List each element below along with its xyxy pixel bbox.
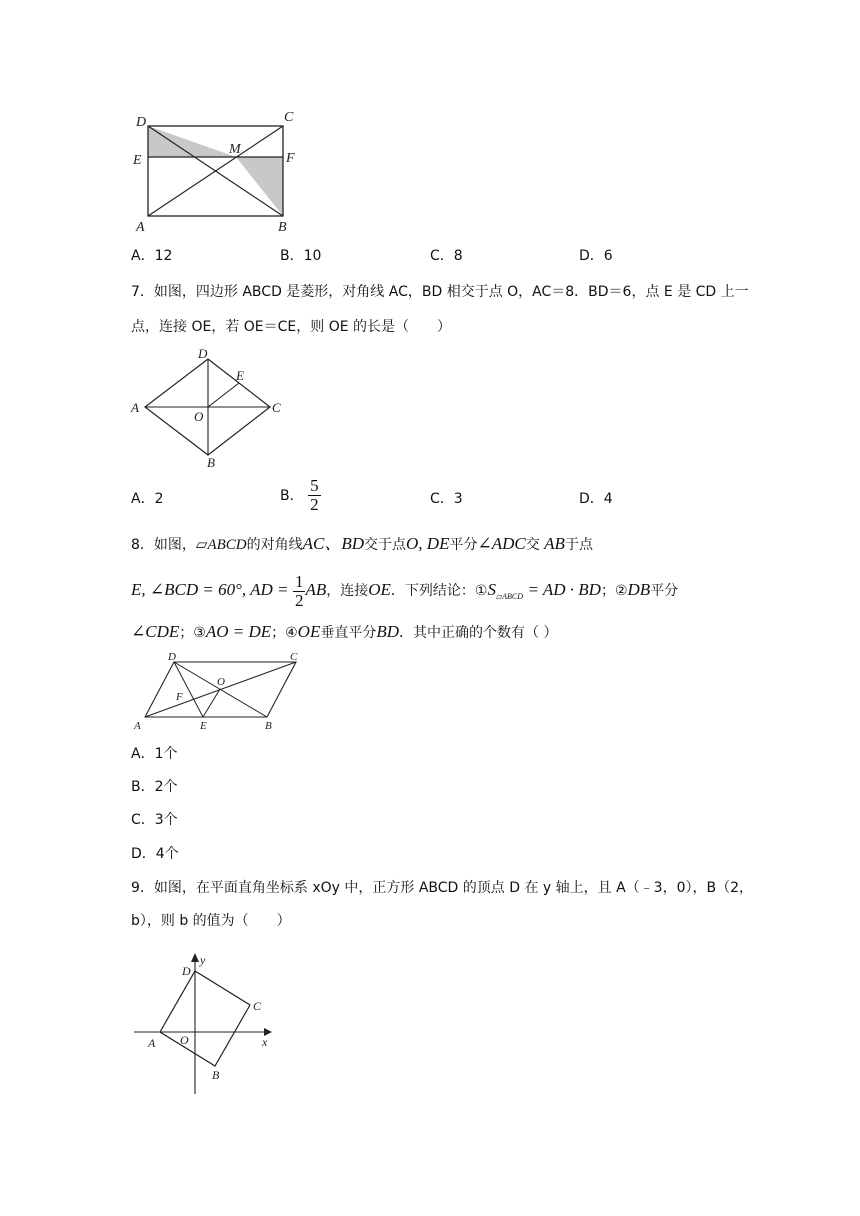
q7-label-o: O (194, 409, 204, 424)
q9-coordinate-square-figure (128, 948, 278, 1098)
q8-label-c: C (290, 651, 298, 663)
q6-option-b: B．10 (280, 248, 322, 264)
q6-label-m: M (229, 142, 241, 157)
q8-l1-a: 8．如图， (131, 537, 196, 553)
q8-l1-e: 交于点 (364, 537, 407, 553)
q7-label-a: A (131, 400, 139, 415)
q6-label-a: A (136, 220, 145, 235)
q8-l2-d: OE (368, 580, 391, 599)
q9-label-a: A (148, 1036, 156, 1050)
q8-l1-c: 的对角线 (246, 537, 303, 553)
q8-label-d: D (168, 651, 176, 663)
q8-l2-sub: ▱ABCD (495, 592, 523, 601)
q7-label-d: D (198, 346, 208, 361)
q8-l2-denominator: 2 (294, 590, 304, 610)
q7-label-b: B (207, 455, 215, 470)
q7-option-c: C．3 (430, 491, 463, 507)
q6-label-d: D (136, 115, 147, 130)
q8-l2-e: ．下列结论：① (390, 583, 488, 599)
q8-label-e: E (200, 720, 207, 732)
q9-label-o: O (180, 1033, 189, 1047)
q7-label-c: C (272, 400, 281, 415)
q7-text-line1: 7．如图，四边形 ABCD 是菱形，对角线 AC，BD 相交于点 O，AC＝8．BD＝6，点 E 是 CD 上一 (131, 284, 749, 300)
q8-option-c: C．3个 (131, 812, 178, 828)
q8-option-d: D．4个 (131, 846, 179, 862)
q8-l2-c: ，连接 (326, 583, 369, 599)
q8-l2-b: AB (305, 580, 327, 599)
q7-option-b-denominator: 2 (310, 495, 319, 514)
q6-option-d: D．6 (579, 248, 613, 264)
q8-text-line1 (131, 534, 593, 555)
q7-option-d: D．4 (579, 491, 613, 507)
q8-parallelogram-figure (128, 648, 313, 736)
q6-label-c: C (284, 110, 294, 125)
q8-l1-f: O, DE (406, 534, 450, 553)
q9-label-x: x (262, 1035, 268, 1049)
q6-rectangle-figure (128, 104, 308, 238)
q8-l3-f: 垂直平分 (320, 625, 377, 641)
q8-l2-f: S (487, 580, 496, 599)
q8-l1-i: 交 (525, 537, 540, 553)
q8-l3-d: ；④ (271, 625, 298, 641)
q6-option-c: C．8 (430, 248, 463, 264)
q7-rhombus-figure (128, 345, 288, 470)
q8-l3-a: ∠CDE (131, 622, 180, 641)
q8-option-b: B．2个 (131, 779, 178, 795)
q8-text-line3 (131, 622, 557, 643)
q8-l1-h: ∠ADC (477, 534, 526, 553)
q8-l2-fraction (293, 573, 306, 610)
q8-text-line2 (131, 570, 678, 617)
q8-l2-h: ；② (600, 583, 628, 599)
q6-label-f: F (286, 151, 295, 166)
q8-label-o: O (217, 676, 225, 688)
q8-l3-e: OE (297, 622, 321, 641)
q8-l1-g: 平分 (449, 537, 478, 553)
q8-l3-c: AO = DE (205, 622, 272, 641)
q8-l2-a: E, ∠BCD = 60°, AD = (131, 580, 289, 599)
q8-option-a: A．1个 (131, 746, 178, 762)
q8-l1-b: ▱ABCD (195, 537, 247, 553)
q7-option-b-numerator: 5 (310, 476, 319, 495)
q7-option-a: A．2 (131, 491, 164, 507)
q8-l1-j: AB (544, 534, 565, 553)
q6-label-e: E (133, 153, 142, 168)
q8-l1-d: AC、BD (302, 534, 365, 553)
q7-option-b-prefix: B． (280, 487, 304, 504)
q6-label-b: B (278, 220, 287, 235)
q7-option-b-fraction (308, 477, 321, 514)
q9-label-b: B (212, 1068, 220, 1082)
q9-text-line1: 9．如图，在平面直角坐标系 xOy 中，正方形 ABCD 的顶点 D 在 y 轴上，且 A（﹣3，0），B（2， (131, 880, 754, 896)
q8-label-b: B (265, 720, 272, 732)
q8-l2-j: 平分 (650, 583, 679, 599)
q7-label-e: E (236, 368, 244, 383)
q8-label-a: A (134, 720, 141, 732)
q7-text-line2: 点，连接 OE，若 OE＝CE，则 OE 的长是（ ） (131, 319, 452, 335)
q9-label-y: y (200, 953, 206, 967)
q9-text-line2: b），则 b 的值为（ ） (131, 913, 291, 929)
q8-l3-b: ；③ (179, 625, 206, 641)
q7-option-b (280, 477, 321, 514)
q8-l1-k: 于点 (564, 537, 593, 553)
q9-label-c: C (253, 999, 262, 1013)
q8-label-f: F (176, 691, 183, 703)
q8-l3-h: ．其中正确的个数有（ ） (399, 625, 558, 641)
q8-l3-g: BD (376, 622, 400, 641)
q6-option-a: A．12 (131, 248, 173, 264)
q9-label-d: D (182, 964, 191, 978)
q8-l2-numerator: 1 (294, 571, 304, 591)
q8-l2-g: = AD · BD (527, 580, 601, 599)
q8-l2-i: DB (627, 580, 651, 599)
